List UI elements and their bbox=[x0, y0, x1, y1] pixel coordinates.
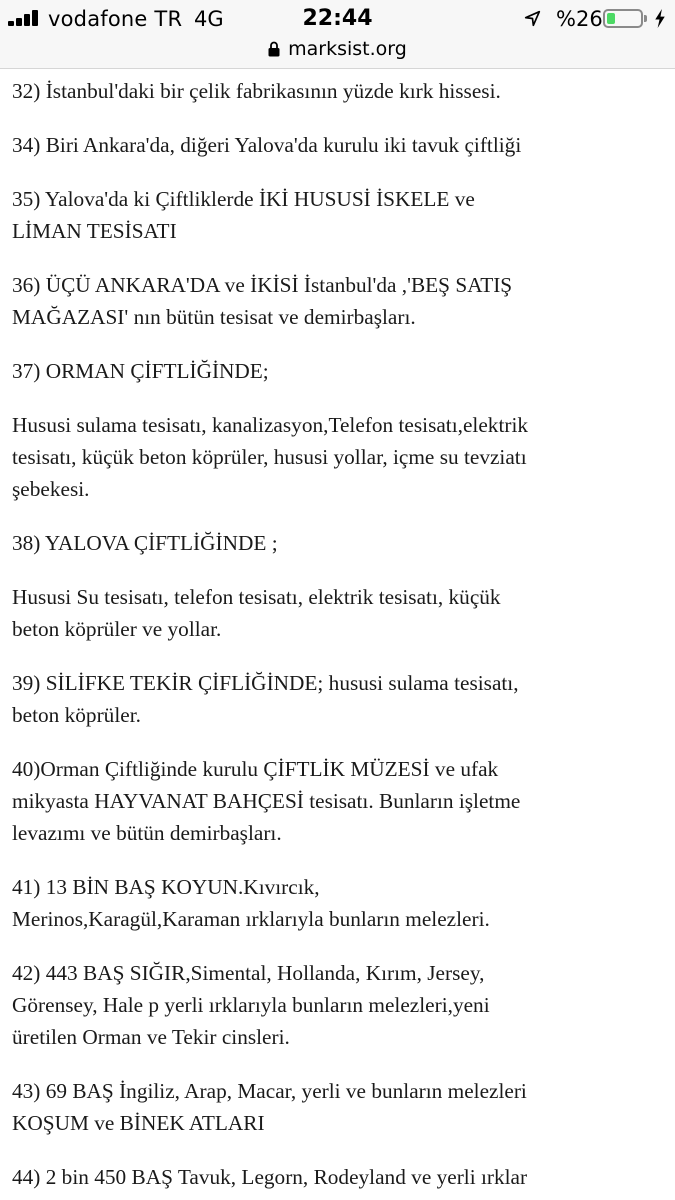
list-item bbox=[12, 871, 664, 935]
address-bar[interactable] bbox=[0, 38, 675, 69]
battery-nub bbox=[644, 15, 647, 22]
charging-bolt-icon bbox=[654, 9, 666, 28]
battery-percentage: %26 bbox=[556, 7, 603, 31]
list-item-line: LİMAN TESİSATI bbox=[12, 219, 177, 243]
lock-icon bbox=[268, 41, 280, 57]
list-item-line: KOŞUM ve BİNEK ATLARI bbox=[12, 1111, 265, 1135]
list-item-line: 36) ÜÇÜ ANKARA'DA ve İKİSİ İstanbul'da ,'BEŞ SATIŞ bbox=[12, 273, 513, 297]
list-item-line: Hususi Su tesisatı, telefon tesisatı, elektrik tesisatı, küçük bbox=[12, 585, 501, 609]
status-bar bbox=[0, 0, 675, 38]
list-item bbox=[12, 183, 664, 247]
list-item bbox=[12, 957, 664, 1053]
battery-icon bbox=[603, 9, 643, 28]
network-type: 4G bbox=[194, 7, 224, 31]
list-item-line: mikyasta HAYVANAT BAHÇESİ tesisatı. Bunların işletme bbox=[12, 789, 521, 813]
list-item bbox=[12, 269, 664, 333]
article-content bbox=[12, 70, 664, 1200]
list-item bbox=[12, 581, 664, 645]
list-item bbox=[12, 129, 664, 161]
list-item-line: şebekesi. bbox=[12, 477, 90, 501]
status-time: 22:44 bbox=[302, 6, 373, 31]
list-item-line: MAĞAZASI' nın bütün tesisat ve demirbaşları. bbox=[12, 305, 416, 329]
list-item-line: beton köprüler ve yollar. bbox=[12, 617, 222, 641]
battery-level-fill bbox=[607, 13, 615, 24]
list-item-line: levazımı ve bütün demirbaşları. bbox=[12, 821, 282, 845]
address-bar-content[interactable] bbox=[268, 38, 407, 60]
list-item bbox=[12, 1161, 664, 1193]
list-item-line: 43) 69 BAŞ İngiliz, Arap, Macar, yerli ve bunların melezleri bbox=[12, 1079, 527, 1103]
url-text[interactable]: marksist.org bbox=[288, 38, 407, 60]
list-item-line: 44) 2 bin 450 BAŞ Tavuk, Legorn, Rodeyland ve yerli ırklar bbox=[12, 1165, 528, 1189]
list-item bbox=[12, 527, 664, 559]
list-item-line: 34) Biri Ankara'da, diğeri Yalova'da kurulu iki tavuk çiftliği bbox=[12, 133, 522, 157]
carrier-name: vodafone TR bbox=[48, 7, 183, 31]
list-item-line: Hususi sulama tesisatı, kanalizasyon,Telefon tesisatı,elektrik bbox=[12, 413, 529, 437]
list-item-line: 35) Yalova'da ki Çiftliklerde İKİ HUSUSİ İSKELE ve bbox=[12, 187, 475, 211]
location-arrow-icon bbox=[524, 10, 541, 27]
list-item bbox=[12, 75, 664, 107]
list-item-line: Merinos,Karagül,Karaman ırklarıyla bunların melezleri. bbox=[12, 907, 490, 931]
list-item-line: 32) İstanbul'daki bir çelik fabrikasının yüzde kırk hissesi. bbox=[12, 79, 501, 103]
list-item bbox=[12, 753, 664, 849]
list-item-line: 37) ORMAN ÇİFTLİĞİNDE; bbox=[12, 359, 269, 383]
list-item-line: tesisatı, küçük beton köprüler, hususi yollar, içme su tevziatı bbox=[12, 445, 527, 469]
list-item-line: üretilen Orman ve Tekir cinsleri. bbox=[12, 1025, 290, 1049]
list-item-line: beton köprüler. bbox=[12, 703, 141, 727]
list-item-line: 39) SİLİFKE TEKİR ÇİFLİĞİNDE; hususi sulama tesisatı, bbox=[12, 671, 519, 695]
list-item-line: 38) YALOVA ÇİFTLİĞİNDE ; bbox=[12, 531, 278, 555]
list-item bbox=[12, 1075, 664, 1139]
list-item bbox=[12, 409, 664, 505]
list-item-line: 42) 443 BAŞ SIĞIR,Simental, Hollanda, Kırım, Jersey, bbox=[12, 961, 485, 985]
list-item bbox=[12, 667, 664, 731]
list-item-line: Görensey, Hale p yerli ırklarıyla bunların melezleri,yeni bbox=[12, 993, 490, 1017]
list-item-line: 40)Orman Çiftliğinde kurulu ÇİFTLİK MÜZESİ ve ufak bbox=[12, 757, 499, 781]
list-item-line: 41) 13 BİN BAŞ KOYUN.Kıvırcık, bbox=[12, 875, 320, 899]
list-item bbox=[12, 355, 664, 387]
